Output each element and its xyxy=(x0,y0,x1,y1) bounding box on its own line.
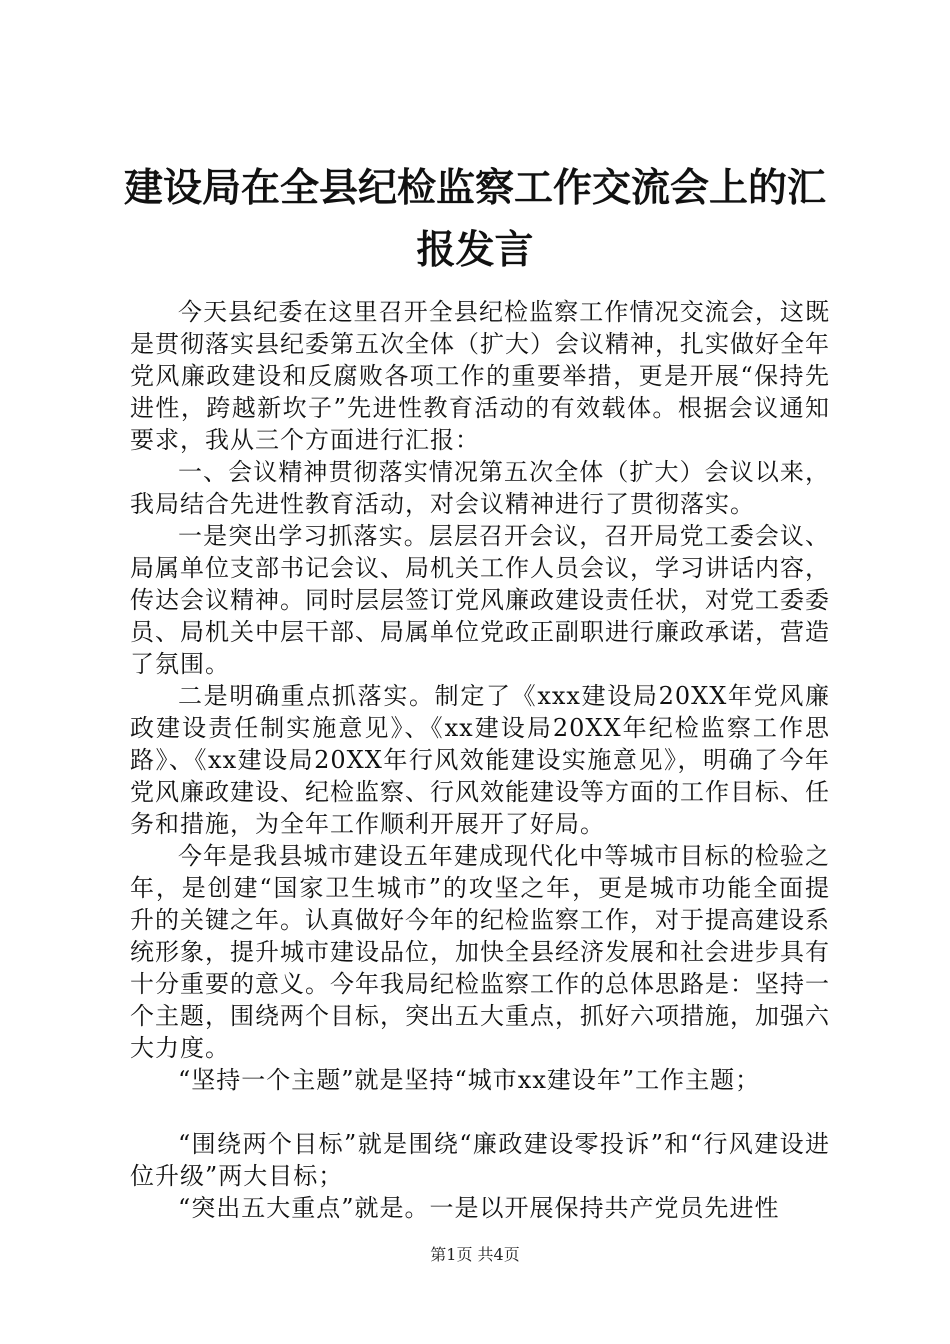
paragraph-section-one: 一、会议精神贯彻落实情况第五次全体（扩大）会议以来，我局结合先进性教育活动，对会议精神进行了贯彻落实。 xyxy=(130,458,830,518)
paragraph-point-one: 一是突出学习抓落实。层层召开会议，召开局党工委会议、局属单位支部书记会议、局机关工作人员会议，学习讲话内容，传达会议精神。同时层层签订党风廉政建设责任状，对党工委委员、局机关中层干部、局属单位党政正副职进行廉政承诺，营造了氛围。 xyxy=(130,522,830,678)
paragraph-point-two: 二是明确重点抓落实。制定了《xxx建设局20XX年党风廉政建设责任制实施意见》、《xx建设局20XX年纪检监察工作思路》、《xx建设局20XX年行风效能建设实施意见》，明确了今年党风廉政建设、纪检监察、行风效能建设等方面的工作目标、任务和措施，为全年工作顺利开展开了好局。 xyxy=(130,682,830,838)
paragraph-five-priorities: “突出五大重点”就是。一是以开展保持共产党员先进性 xyxy=(178,1194,780,1222)
paragraph-this-year: 今年是我县城市建设五年建成现代化中等城市目标的检验之年，是创建“国家卫生城市”的攻坚之年，更是城市功能全面提升的关键之年。认真做好今年的纪检监察工作，对于提高建设系统形象，提升城市建设品位，加快全县经济发展和社会进步具有十分重要的意义。今年我局纪检监察工作的总体思路是：坚持一个主题，围绕两个目标，突出五大重点，抓好六项措施，加强六大力度。 xyxy=(130,842,830,1062)
paragraph-one-theme: “坚持一个主题”就是坚持“城市xx建设年”工作主题； xyxy=(178,1066,761,1094)
paragraph-intro: 今天县纪委在这里召开全县纪检监察工作情况交流会，这既是贯彻落实县纪委第五次全体（扩大）会议精神，扎实做好全年党风廉政建设和反腐败各项工作的重要举措，更是开展“保持先进性，跨越新坎子”先进性教育活动的有效载体。根据会议通知要求，我从三个方面进行汇报： xyxy=(130,298,830,454)
paragraph-two-goals: “围绕两个目标”就是围绕“廉政建设零投诉”和“行风建设进位升级”两大目标； xyxy=(130,1130,830,1190)
page-number-footer: 第1页 共4页 xyxy=(430,1245,520,1264)
document-body xyxy=(130,296,830,1224)
document-title: 建设局在全县纪检监察工作交流会上的汇报发言 xyxy=(123,166,826,273)
